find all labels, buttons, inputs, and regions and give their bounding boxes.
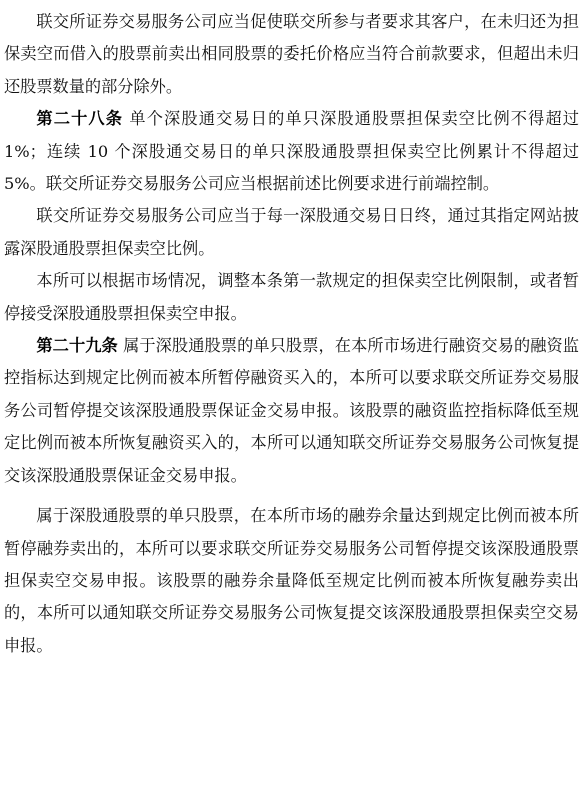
paragraph-text: 单个深股通交易日的单只深股通股票担保卖空比例不得超过 1%；连续 10 个深股通交易日的单只深股通股票担保卖空比例累计不得超过 5%。联交所证券交易服务公司应当根据前述比例要求进行前端控制。 [4, 109, 579, 194]
paragraph-short-selling-order-price [4, 6, 579, 103]
paragraph-article-28 [4, 103, 579, 200]
paragraph-disclosure [4, 200, 579, 265]
paragraph-text: 属于深股通股票的单只股票，在本所市场进行融资交易的融资监控指标达到规定比例而被本所暂停融资买入的，本所可以要求联交所证券交易服务公司暂停提交该深股通股票保证金交易申报。该股票的融资监控指标降低至规定比例而被本所恢复融资买入的，本所可以通知联交所证券交易服务公司恢复提交该深股通股票保证金交易申报。 [4, 336, 579, 485]
paragraph-article-29 [4, 330, 579, 492]
paragraph-text: 联交所证券交易服务公司应当于每一深股通交易日日终，通过其指定网站披露深股通股票担保卖空比例。 [4, 206, 579, 258]
paragraph-text: 联交所证券交易服务公司应当促使联交所参与者要求其客户，在未归还为担保卖空而借入的股票前卖出相同股票的委托价格应当符合前款要求，但超出未归还股票数量的部分除外。 [4, 12, 579, 96]
paragraph-text: 属于深股通股票的单只股票，在本所市场的融券余量达到规定比例而被本所暂停融券卖出的，本所可以要求联交所证券交易服务公司暂停提交该深股通股票担保卖空交易申报。该股票的融券余量降低至规定比例而被本所恢复融券卖出的，本所可以通知联交所证券交易服务公司恢复提交该深股通股票担保卖空交易申报。 [4, 506, 579, 655]
article-heading: 第二十八条 [36, 109, 124, 129]
paragraph-text: 本所可以根据市场情况，调整本条第一款规定的担保卖空比例限制，或者暂停接受深股通股票担保卖空申报。 [4, 271, 579, 323]
paragraph-securities-lending-suspension [4, 500, 579, 662]
article-heading: 第二十九条 [36, 336, 118, 356]
paragraph-adjust-limit [4, 265, 579, 330]
